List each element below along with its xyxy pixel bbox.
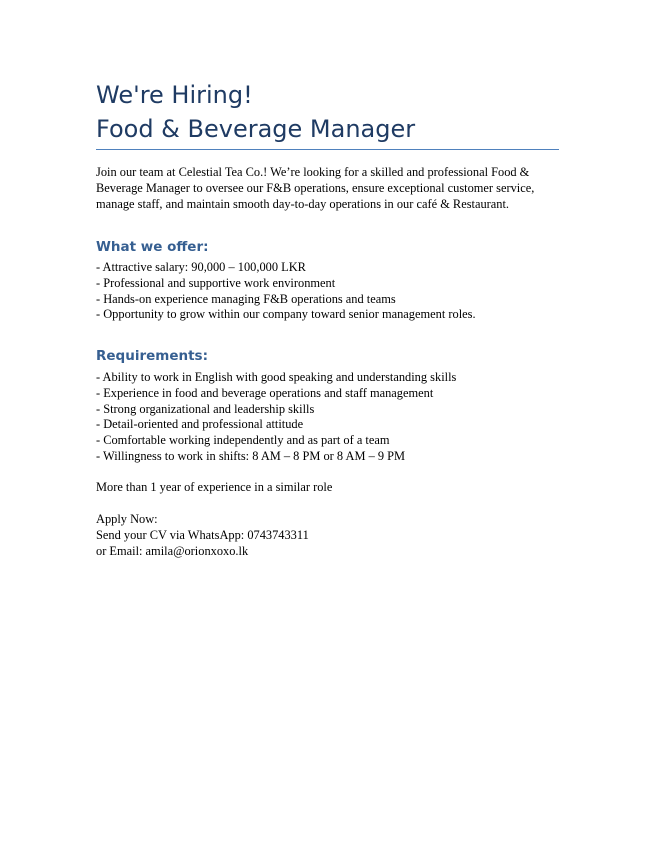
list-item: - Experience in food and beverage operations and staff management [96, 385, 434, 400]
list-item: - Comfortable working independently and as part of a team [96, 433, 390, 448]
requirements-heading: Requirements: [96, 348, 208, 364]
apply-section [96, 512, 560, 559]
title-line-position: Food & Beverage Manager [96, 115, 416, 143]
list-item: - Professional and supportive work environment [96, 275, 336, 290]
apply-email: or Email: amila@orionxoxo.lk [96, 543, 249, 558]
page-title [96, 78, 560, 146]
list-item: - Ability to work in English with good speaking and understanding skills [96, 370, 457, 384]
list-item: - Willingness to work in shifts: 8 AM – 8 PM or 8 AM – 9 PM [96, 448, 406, 463]
list-item: - Hands-on experience managing F&B operations and teams [96, 291, 396, 306]
offer-list [96, 260, 560, 323]
title-divider [96, 149, 559, 150]
list-item: - Opportunity to grow within our company toward senior management roles. [96, 307, 476, 322]
experience-text: More than 1 year of experience in a similar role [96, 480, 333, 494]
offer-heading: What we offer: [96, 239, 209, 255]
list-item: - Detail-oriented and professional attitude [96, 417, 304, 432]
apply-whatsapp: Send your CV via WhatsApp: 0743743311 [96, 527, 309, 542]
intro-paragraph: Join our team at Celestial Tea Co.! We’re looking for a skilled and professional Food & Beverage Manager to oversee our F&B operations, ensure exceptional customer service, manage staff, and maintain smooth day-to-day operations in our café & Restaurant. [96, 165, 535, 211]
list-item: - Strong organizational and leadership skills [96, 401, 315, 416]
title-line-hiring: We're Hiring! [96, 81, 253, 109]
requirements-list [96, 370, 560, 465]
apply-heading: Apply Now: [96, 512, 158, 526]
list-item: - Attractive salary: 90,000 – 100,000 LKR [96, 260, 306, 274]
